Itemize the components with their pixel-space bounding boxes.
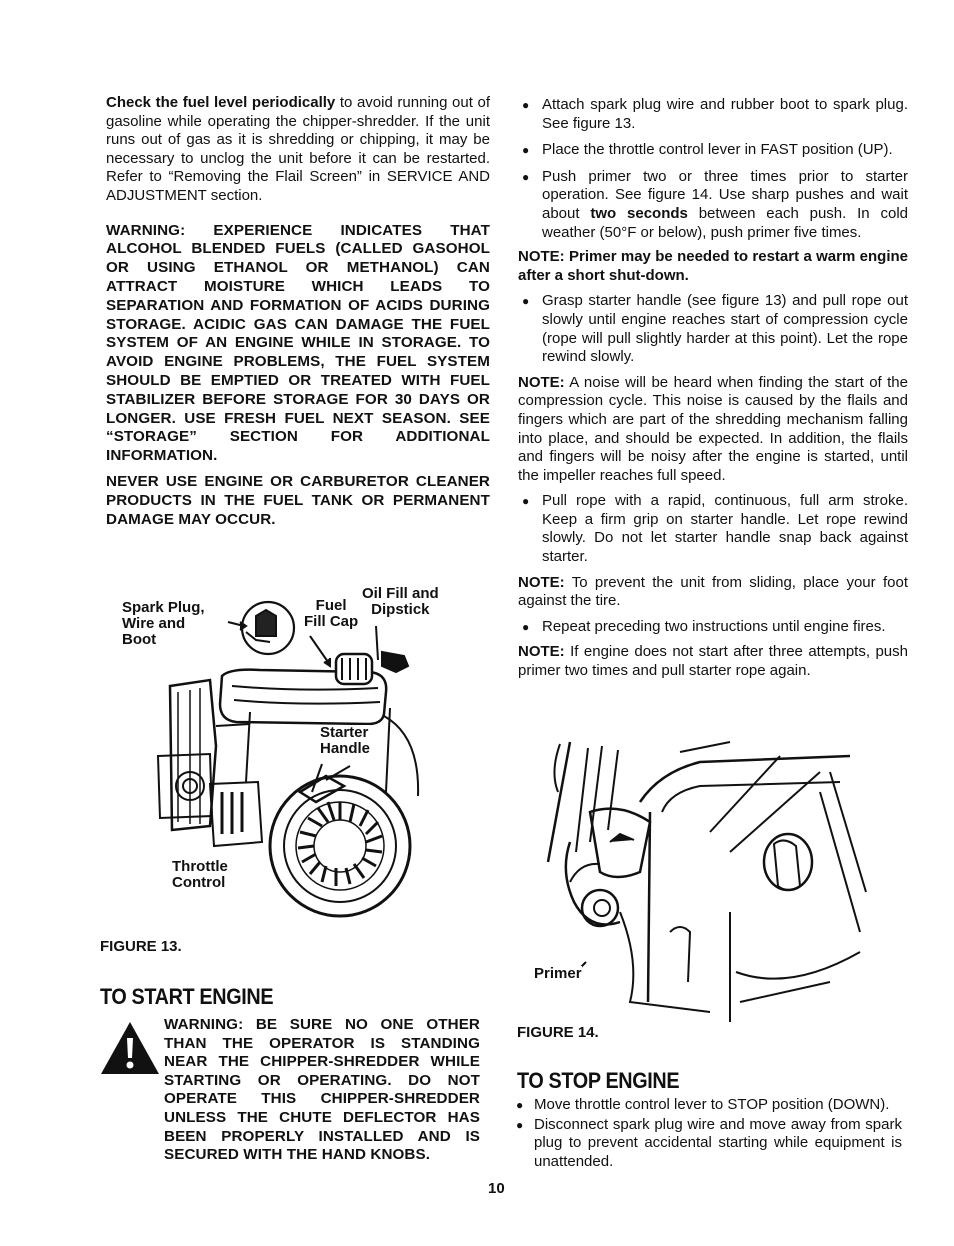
note-three-attempts xyxy=(518,643,908,680)
list-item: ● Place the throttle control lever in FAST position (UP). xyxy=(518,141,908,160)
bullet3-bold: two seconds xyxy=(590,204,688,222)
warning-carburetor-cleaner: NEVER USE ENGINE OR CARBURETOR CLEANER PRODUCTS IN THE FUEL TANK OR PERMANENT DAMAGE MAY OCCUR. xyxy=(106,472,490,528)
note-noise-label: NOTE: xyxy=(518,373,565,391)
list-item: ● Move throttle control lever to STOP position (DOWN). xyxy=(512,1096,902,1115)
label-primer: Primer xyxy=(534,965,582,982)
label-oil-fill-dipstick xyxy=(362,586,439,618)
fuel-check-text: to avoid running out of gasoline while operating the chipper-shredder. If the unit runs out of gas as it is shredding or chipping, it may be necessary to unclog the unit before it can be restarted. Refer to “Removing the Flail Screen” in SERVICE AND ADJUSTMENT section. xyxy=(106,94,490,204)
start-steps-list-4 xyxy=(518,618,908,637)
note-sliding-text: To prevent the unit from sliding, place your foot against the tire. xyxy=(518,573,908,610)
note-primer-warm-engine: NOTE: Primer may be needed to restart a warm engine after a short shut-down. xyxy=(518,248,908,284)
left-column xyxy=(106,94,490,529)
right-column xyxy=(518,96,908,681)
label-starter-handle-text: Starter Handle xyxy=(320,724,371,757)
note-sliding xyxy=(518,574,908,611)
fuel-check-bold: Check the fuel level periodically xyxy=(106,94,336,111)
list-item: ● Disconnect spark plug wire and move away from spark plug to prevent accidental starting while equipment is unattended. xyxy=(512,1116,902,1172)
label-oil-fill-dipstick-text: Oil Fill and Dipstick xyxy=(362,585,439,618)
label-fuel-fill-cap-text: Fuel Fill Cap xyxy=(304,597,359,630)
heading-stop-engine: TO STOP ENGINE xyxy=(517,1068,680,1093)
heading-start-engine: TO START ENGINE xyxy=(100,984,274,1009)
bullet3-a: Push primer two or three times prior to starter operation. See figure 14. Use sharp pushes and wait about xyxy=(542,167,908,222)
bullet3-b: between each push. In cold weather (50°F or below), push primer five times. xyxy=(542,204,908,241)
figure-14-caption: FIGURE 14. xyxy=(517,1024,599,1041)
stop-steps-list xyxy=(512,1096,902,1171)
label-spark-plug xyxy=(122,600,214,648)
list-item: ● Pull rope with a rapid, continuous, full arm stroke. Keep a firm grip on starter handle. Let rope rewind slowly. Do not let starter handle snap back against starter. xyxy=(518,492,908,566)
note-noise-text: A noise will be heard when finding the start of the compression cycle. This noise is caused by the flails and fingers which are part of the shredding mechanism falling into place, and should be expected. In addition, the flails and fingers will be noisy after the engine is started, until the impeller reaches full speed. xyxy=(518,373,908,484)
note-three-attempts-label: NOTE: xyxy=(518,643,565,661)
label-fuel-fill-cap xyxy=(304,598,358,630)
label-throttle-control-text: Throttle Control xyxy=(172,858,228,891)
warning-alcohol-fuels: WARNING: EXPERIENCE INDICATES THAT ALCOHOL BLENDED FUELS (CALLED GASOHOL OR USING ETHANOL OR METHANOL) CAN ATTRACT MOISTURE WHICH LEADS TO SEPARATION AND FORMATION OF ACIDS DURING STORAGE. ACIDIC GAS CAN DAMAGE THE FUEL SYSTEM OF AN ENGINE WHILE IN STORAGE. TO AVOID ENGINE PROBLEMS, THE FUEL SYSTEM SHOULD BE EMPTIED OR TREATED WITH FUEL STABILIZER BEFORE STORAGE FOR 30 DAYS OR LONGER. USE FRESH FUEL NEXT SEASON. SEE “STORAGE” SECTION FOR ADDITIONAL INFORMATION. xyxy=(106,221,490,465)
note-noise xyxy=(518,374,908,486)
fuel-check-paragraph xyxy=(106,94,490,206)
warning-operator-standing: WARNING: BE SURE NO ONE OTHER THAN THE OPERATOR IS STANDING NEAR THE CHIPPER-SHREDDER WHILE STARTING OR OPERATING. DO NOT OPERATE THIS CHIPPER-SHREDDER UNLESS THE CHUTE DEFLECTOR HAS BEEN PROPERLY INSTALLED AND IS SECURED WITH THE HAND KNOBS. xyxy=(164,1016,480,1164)
label-starter-handle xyxy=(320,725,370,757)
start-steps-list-2 xyxy=(518,292,908,366)
note-three-attempts-text: If engine does not start after three attempts, push primer two times and pull starter rope again. xyxy=(518,643,908,680)
figure-13-caption: FIGURE 13. xyxy=(100,938,182,955)
list-item: ● Attach spark plug wire and rubber boot to spark plug. See figure 13. xyxy=(518,96,908,133)
warning-triangle-icon xyxy=(99,1020,161,1076)
start-steps-list-1 xyxy=(518,96,908,242)
label-spark-plug-text: Spark Plug, Wire and Boot xyxy=(122,599,205,648)
list-item: ● Repeat preceding two instructions until engine fires. xyxy=(518,618,908,637)
list-item: ● Grasp starter handle (see figure 13) and pull rope out slowly until engine reaches start of compression cycle (rope will pull slightly harder at this point). Let the rope rewind slowly. xyxy=(518,292,908,366)
page-number: 10 xyxy=(488,1180,505,1197)
note-sliding-label: NOTE: xyxy=(518,573,565,591)
start-steps-list-3 xyxy=(518,492,908,566)
label-throttle-control xyxy=(172,859,228,891)
list-item xyxy=(518,168,908,242)
